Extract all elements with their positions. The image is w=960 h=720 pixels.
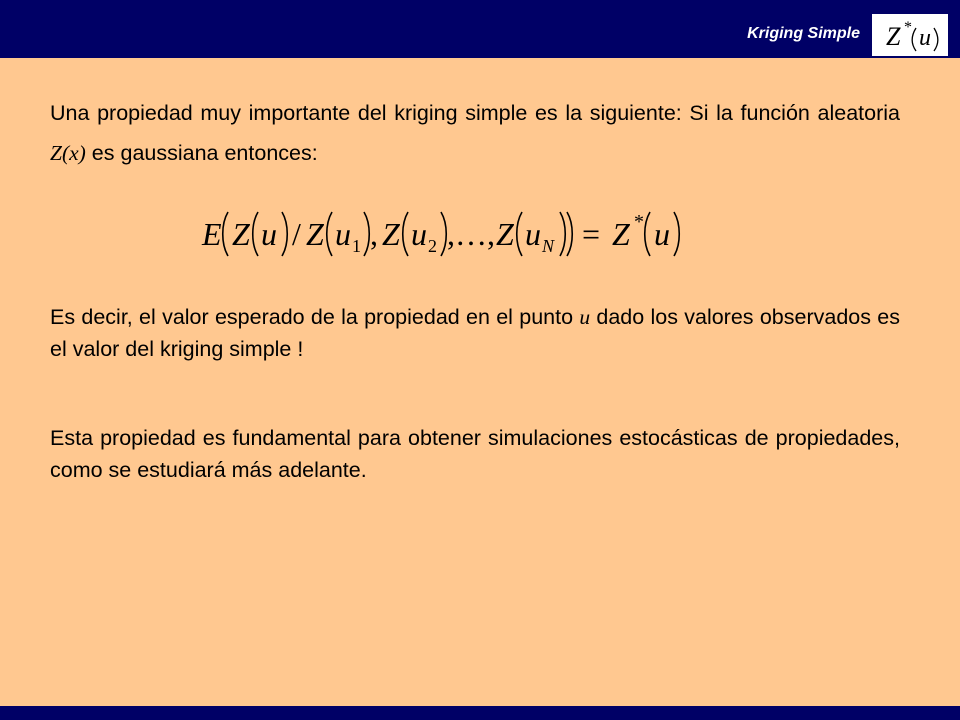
svg-text:Z: Z (232, 216, 250, 252)
header-bar (0, 0, 960, 58)
paragraph-conclusion: Esta propiedad es fundamental para obtener simulaciones estocásticas de propiedades, como se estudiará más adelante. (50, 426, 900, 482)
svg-text:,: , (370, 216, 378, 252)
paragraph-interpretation (50, 301, 900, 365)
svg-text:Z: Z (306, 216, 324, 252)
conditional-expectation-equation (198, 200, 698, 269)
svg-text:u: u (335, 216, 351, 252)
svg-text:N: N (542, 236, 555, 256)
svg-text:u: u (654, 216, 670, 252)
paragraph-interpretation-text-1: Es decir, el valor esperado de la propiedad en el punto (50, 305, 580, 329)
paragraph-intro-text-1: Una propiedad muy importante del kriging simple es la siguiente: Si la función aleatoria (50, 101, 900, 125)
footer-bar (0, 706, 960, 720)
paragraph-interpretation-text-2: dado los valores observados es el valor del kriging simple ! (50, 305, 900, 361)
svg-text:u: u (411, 216, 427, 252)
paragraph-intro-text-2: es gaussiana entonces: (85, 141, 318, 165)
svg-text:*: * (634, 211, 644, 233)
svg-text:/: / (292, 216, 301, 252)
svg-text:Z: Z (382, 216, 400, 252)
svg-text:*: * (904, 19, 912, 36)
paragraph-intro (50, 93, 900, 173)
variable-zx: Z(x) (50, 141, 86, 165)
svg-text:Z: Z (886, 22, 901, 51)
svg-text:Z: Z (496, 216, 514, 252)
svg-text:Z: Z (612, 216, 630, 252)
svg-text:u: u (525, 216, 541, 252)
svg-text:,…,: ,…, (447, 216, 495, 252)
slide-title: Kriging Simple (747, 25, 860, 42)
svg-text:2: 2 (428, 236, 437, 256)
svg-text:1: 1 (352, 236, 361, 256)
svg-text:=: = (582, 216, 601, 252)
variable-u: u (579, 305, 591, 329)
svg-text:E: E (202, 216, 222, 252)
svg-text:u: u (261, 216, 277, 252)
header-formula (872, 14, 948, 56)
svg-text:u: u (919, 25, 931, 51)
